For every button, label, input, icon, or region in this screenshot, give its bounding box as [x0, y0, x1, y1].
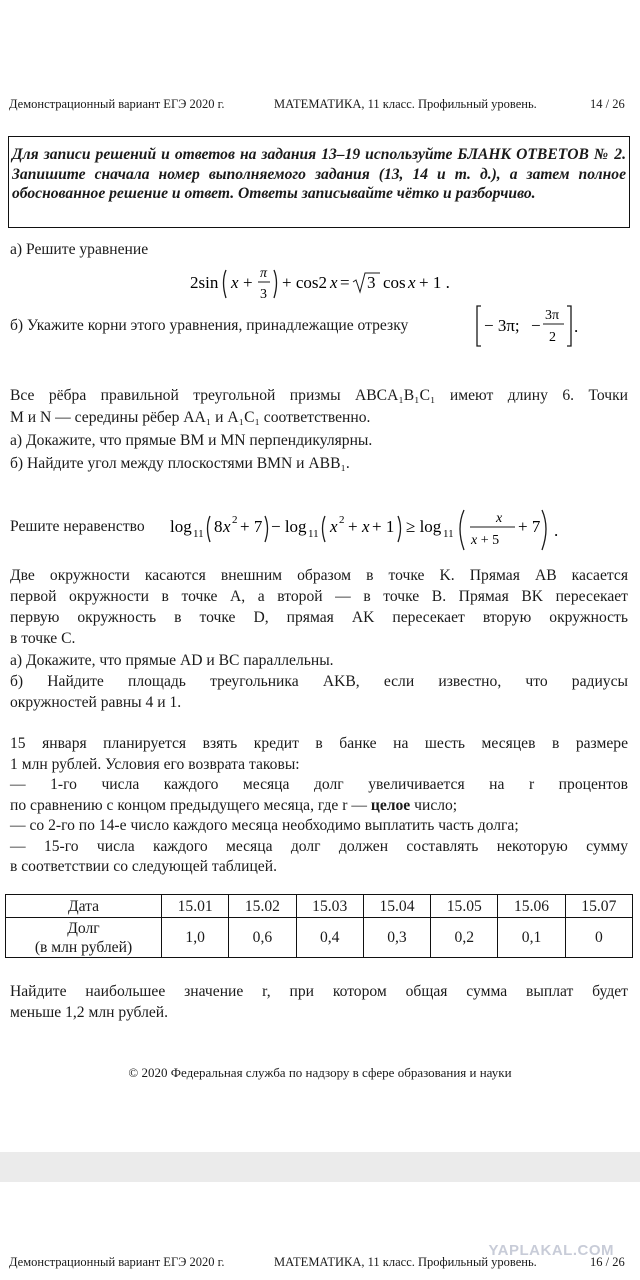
task14-line1: Все рёбра правильной треугольной призмы ABCA₁B₁C₁ имеют длину 6. Точки [10, 387, 628, 404]
debt-table-debt-row [6, 918, 633, 958]
debt-table-date-cell: 15.07 [565, 895, 632, 918]
task13-part-b: б) Укажите корни этого уравнения, принадлежащие отрезку [10, 317, 409, 334]
svg-text:+ cos2: + cos2 [282, 273, 327, 292]
header-left: Демонстрационный вариант ЕГЭ 2020 г. [9, 97, 225, 111]
svg-text:3: 3 [367, 273, 376, 292]
svg-text:− log: − log [271, 517, 307, 536]
svg-text:2: 2 [549, 330, 556, 345]
svg-text:x: x [362, 517, 370, 536]
task13-equation [190, 262, 460, 311]
task14-part-b: б) Найдите угол между плоскостями BMN и ABB₁. [10, 455, 350, 472]
svg-text:cos: cos [383, 273, 406, 292]
svg-text:π: π [260, 266, 268, 281]
debt-table-debt-cell: 0,1 [498, 918, 565, 958]
header-subject: МАТЕМАТИКА, 11 класс. Профильный уровень. [274, 97, 537, 111]
debt-table [5, 894, 633, 958]
task17-line2: 1 млн рублей. Условия его возврата таковы: [10, 756, 300, 773]
task15-lead: Решите неравенство [10, 518, 145, 535]
debt-table-date-row [6, 895, 633, 918]
svg-text:+ 7: + 7 [240, 517, 263, 536]
svg-text:x: x [231, 273, 239, 292]
debt-table-date-cell: 15.03 [296, 895, 363, 918]
task16-part-b-line2: окружностей равны 4 и 1. [10, 694, 182, 711]
task17-condition2: — со 2-го по 14-е число каждого месяца необходимо выплатить часть долга; [10, 817, 519, 834]
task17-condition3-line1: — 15-го числа каждого месяца долг должен составлять некоторую сумму [10, 838, 628, 855]
task16-line2: первой окружности в точке A, а второй — в точке B. Прямая BK пересекает [10, 588, 628, 605]
task13-interval [474, 302, 584, 355]
svg-text:11: 11 [193, 528, 204, 540]
svg-text:8: 8 [214, 517, 223, 536]
task17-question-line1: Найдите наибольшее значение r, при котором общая сумма выплат будет [10, 983, 628, 1000]
debt-table-date-cell: 15.02 [229, 895, 296, 918]
task16-line4: в точке C. [10, 630, 76, 647]
svg-text:11: 11 [308, 528, 319, 540]
debt-table-date-cell: 15.05 [431, 895, 498, 918]
debt-table-debt-cell: 0,2 [431, 918, 498, 958]
svg-text:=: = [340, 273, 350, 292]
header-page-number: 14 / 26 [590, 97, 625, 111]
task17-question-line2: меньше 1,2 млн рублей. [10, 1004, 169, 1021]
page2-header-left: Демонстрационный вариант ЕГЭ 2020 г. [9, 1255, 225, 1269]
svg-text:x: x [223, 517, 231, 536]
task17-line1: 15 января планируется взять кредит в банке на шесть месяцев в размере [10, 735, 628, 752]
task17-condition1-post: число; [414, 797, 458, 814]
svg-text:11: 11 [443, 528, 454, 540]
svg-text:− 3π;: − 3π; [484, 316, 520, 335]
svg-text:3: 3 [260, 287, 267, 302]
svg-text:log: log [170, 517, 192, 536]
task17-condition1-bold: целое [370, 797, 411, 814]
svg-text:≥ log: ≥ log [406, 517, 442, 536]
debt-table-debt-label-line2: (в млн рублей) [34, 938, 133, 956]
svg-text:−: − [531, 316, 541, 335]
svg-text:+ 1 .: + 1 . [419, 273, 450, 292]
task16-part-b-line1: б) Найдите площадь треугольника AKB, если известно, что радиусы [10, 673, 628, 690]
debt-table-debt-label-line1: Долг [67, 919, 100, 937]
svg-text:3π: 3π [545, 308, 560, 323]
debt-table-date-cell: 15.06 [498, 895, 565, 918]
task14-part-a: а) Докажите, что прямые BM и MN перпендикулярны. [10, 432, 373, 449]
task17-condition3-line2: в соответствии со следующей таблицей. [10, 858, 277, 875]
debt-table-date-label: Дата [6, 895, 162, 918]
task17-condition1-pre: по сравнению с концом предыдущего месяца, где r — [10, 797, 367, 814]
watermark-logo: YAPLAKAL.COM [488, 1242, 614, 1259]
task17-condition1-line2 [10, 796, 628, 816]
svg-text:2sin: 2sin [190, 273, 219, 292]
debt-table-date-cell: 15.04 [363, 895, 430, 918]
svg-text:x: x [496, 511, 503, 526]
page2-header-subject: МАТЕМАТИКА, 11 класс. Профильный уровень. [274, 1255, 537, 1269]
task14-line2: M и N — середины рёбер AA₁ и A₁C₁ соответственно. [10, 409, 371, 426]
debt-table-debt-cell: 0,6 [229, 918, 296, 958]
svg-text:+: + [243, 273, 253, 292]
debt-table-debt-cell: 1,0 [162, 918, 229, 958]
task16-part-a: а) Докажите, что прямые AD и BC параллельны. [10, 652, 334, 669]
svg-text:.: . [554, 521, 559, 540]
svg-text:.: . [574, 317, 579, 336]
svg-text:x: x [330, 273, 338, 292]
svg-text:x + 5: x + 5 [471, 533, 500, 548]
svg-text:+: + [348, 517, 358, 536]
task15-inequality [170, 506, 570, 557]
svg-text:x: x [408, 273, 416, 292]
svg-text:2: 2 [339, 514, 345, 526]
debt-table-debt-label [6, 918, 162, 958]
task16-line1: Две окружности касаются внешним образом в точке K. Прямая AB касается [10, 567, 628, 584]
svg-text:2: 2 [232, 514, 238, 526]
svg-text:x: x [330, 517, 338, 536]
svg-text:+ 7: + 7 [518, 517, 541, 536]
instructions-text: Для записи решений и ответов на задания 13–19 используйте БЛАНК ОТВЕТОВ № 2. Запишите сначала номер выполняемого задания (13, 14 и т. д.), а затем полное обоснованное решение и ответ. Ответы записывайте чётко и разборчиво. [12, 146, 626, 202]
debt-table-debt-cell: 0 [565, 918, 632, 958]
debt-table-date-cell: 15.01 [162, 895, 229, 918]
svg-text:+ 1: + 1 [372, 517, 395, 536]
task16-line3: первую окружность в точке D, прямая AK пересекает вторую окружность [10, 609, 628, 626]
task13-part-a: а) Решите уравнение [10, 241, 149, 258]
debt-table-debt-cell: 0,4 [296, 918, 363, 958]
debt-table-debt-cell: 0,3 [363, 918, 430, 958]
task17-condition1-line1: — 1-го числа каждого месяца долг увеличивается на r процентов [10, 776, 628, 793]
footer-copyright: © 2020 Федеральная служба по надзору в сфере образования и науки [128, 1065, 512, 1080]
page2-header-page-number: 16 / 26 [590, 1255, 625, 1269]
